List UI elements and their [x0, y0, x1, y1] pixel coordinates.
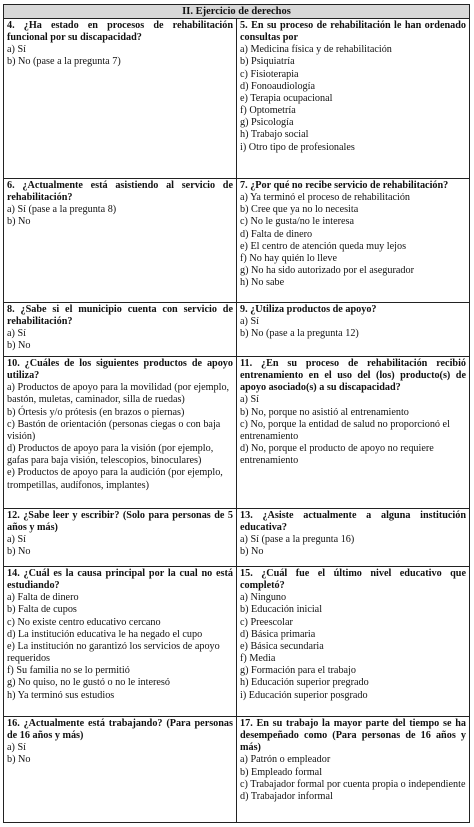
answer-option[interactable]: c) No le gusta/no le interesa [240, 216, 355, 228]
answer-option[interactable]: a) Sí (pase a la pregunta 16) [240, 534, 355, 546]
table-row [4, 303, 470, 357]
answer-option[interactable]: a) Sí [7, 534, 26, 546]
question-text: 9. ¿Utiliza productos de apoyo? [240, 304, 377, 315]
question-text: 16. ¿Actualmente está trabajando? (Para personas de 16 años y más) [7, 718, 233, 742]
answer-option[interactable]: h) No sabe [240, 277, 285, 289]
answer-option[interactable]: c) Bastón de orientación (personas ciegas o con baja visión) [7, 418, 221, 442]
answer-option[interactable]: b) Psiquiatría [240, 56, 295, 68]
question-cell [237, 717, 470, 823]
question-text: 5. En su proceso de rehabilitación le han ordenado consultas por [240, 20, 466, 44]
answer-option[interactable]: g) No quiso, no le gustó o no le interesó [7, 677, 170, 689]
question-cell [4, 717, 237, 823]
answer-option[interactable]: a) Sí [240, 316, 259, 328]
answer-option[interactable]: d) Falta de dinero [240, 228, 313, 240]
answer-option[interactable]: c) No existe centro educativo cercano [7, 616, 161, 628]
question-cell [237, 357, 470, 509]
answer-option[interactable]: b) No [7, 754, 31, 766]
answer-option[interactable]: b) Órtesis y/o prótesis (en brazos o piernas) [7, 406, 185, 418]
answer-option[interactable]: d) Trabajador informal [240, 790, 333, 802]
question-text: 10. ¿Cuáles de los siguientes productos de apoyo utiliza? [7, 358, 233, 382]
answer-option[interactable]: b) No [7, 216, 31, 228]
answer-option[interactable]: h) Trabajo social [240, 129, 309, 141]
question-text: 12. ¿Sabe leer y escribir? (Solo para personas de 5 años y más) [7, 510, 233, 534]
answer-option[interactable]: b) Falta de cupos [7, 604, 77, 616]
survey-sheet [3, 4, 469, 823]
answer-option[interactable]: e) El centro de atención queda muy lejos [240, 240, 407, 252]
answer-option[interactable]: i) Educación superior posgrado [240, 689, 368, 701]
question-cell [4, 567, 237, 717]
question-cell [4, 509, 237, 567]
answer-option[interactable]: e) Básica secundaria [240, 640, 324, 652]
answer-option[interactable]: d) La institución educativa le ha negado el cupo [7, 628, 203, 640]
question-text: 4. ¿Ha estado en procesos de rehabilitación funcional por su discapacidad? [7, 20, 233, 44]
answer-option[interactable]: a) Productos de apoyo para la movilidad (por ejemplo, bastón, muletas, caminador, silla de ruedas) [7, 382, 230, 406]
answer-option[interactable]: d) No, porque el producto de apoyo no requiere entrenamiento [240, 443, 434, 467]
question-text: 8. ¿Sabe si el municipio cuenta con servicio de rehabilitación? [7, 304, 233, 328]
answer-option[interactable]: e) La institución no garantizó los servicios de apoyo requeridos [7, 640, 220, 665]
answer-option[interactable]: h) Ya terminó sus estudios [7, 689, 115, 701]
answer-option[interactable]: b) No (pase a la pregunta 7) [7, 56, 121, 68]
table-row [4, 567, 470, 717]
answer-option[interactable]: b) Cree que ya no lo necesita [240, 204, 359, 216]
answer-option[interactable]: a) Ninguno [240, 592, 287, 604]
answer-option[interactable]: d) Productos de apoyo para la visión (por ejemplo, gafas para baja visión, telescopios, binoculares) [7, 443, 214, 467]
answer-option[interactable]: f) Optometría [240, 105, 296, 117]
table-row [4, 357, 470, 509]
answer-option[interactable]: c) Trabajador formal por cuenta propia o independiente [240, 778, 466, 790]
question-text: 17. En su trabajo la mayor parte del tiempo se ha desempeñado como (Para personas de 16 años y más) [240, 718, 466, 754]
table-row [4, 19, 470, 179]
table-row [4, 717, 470, 823]
question-text: 11. ¿En su proceso de rehabilitación recibió entrenamiento en el uso del (los) producto(s) de apoyo asociado(s) a su discapacidad? [240, 358, 466, 394]
question-cell [237, 303, 470, 357]
answer-option[interactable]: a) Medicina física y de rehabilitación [240, 44, 392, 56]
question-cell [237, 509, 470, 567]
answer-option[interactable]: e) Terapia ocupacional [240, 92, 333, 104]
table-row [4, 179, 470, 303]
question-cell [4, 357, 237, 509]
question-text: 14. ¿Cuál es la causa principal por la cual no está estudiando? [7, 568, 233, 592]
answer-option[interactable]: b) No [7, 546, 31, 558]
answer-option[interactable]: a) Patrón o empleador [240, 754, 331, 766]
answer-option[interactable]: b) Empleado formal [240, 766, 323, 778]
answer-option[interactable]: a) Sí [7, 742, 26, 754]
answer-option[interactable]: g) Formación para el trabajo [240, 665, 356, 677]
question-text: 15. ¿Cuál fue el último nivel educativo que completó? [240, 568, 466, 592]
answer-option[interactable]: f) Su familia no se lo permitió [7, 665, 130, 677]
answer-option[interactable]: c) Fisioterapia [240, 68, 299, 80]
answer-option[interactable]: a) Sí [7, 328, 26, 340]
answer-option[interactable]: a) Falta de dinero [7, 592, 79, 604]
question-text: 6. ¿Actualmente está asistiendo al servicio de rehabilitación? [7, 180, 233, 204]
question-cell [237, 179, 470, 303]
answer-option[interactable]: b) No [7, 340, 31, 352]
question-text: 13. ¿Asiste actualmente a alguna institución educativa? [240, 510, 466, 534]
section-title: II. Ejercicio de derechos [4, 5, 470, 19]
answer-option[interactable]: b) Educación inicial [240, 604, 323, 616]
answer-option[interactable]: c) No, porque la entidad de salud no proporcionó el entrenamiento [240, 418, 450, 442]
answer-option[interactable]: b) No [240, 546, 264, 558]
answer-option[interactable]: g) Psicología [240, 117, 294, 129]
answer-option[interactable]: a) Ya terminó el proceso de rehabilitación [240, 192, 411, 204]
answer-option[interactable]: d) Básica primaria [240, 628, 316, 640]
answer-option[interactable]: e) Productos de apoyo para la audición (por ejemplo, trompetillas, audífonos, implantes) [7, 467, 223, 491]
answer-option[interactable]: b) No, porque no asistió al entrenamiento [240, 406, 409, 418]
answer-option[interactable]: f) Media [240, 653, 276, 665]
answer-option[interactable]: h) Educación superior pregrado [240, 677, 369, 689]
question-cell [4, 303, 237, 357]
question-cell [4, 19, 237, 179]
question-cell [237, 567, 470, 717]
answer-option[interactable]: a) Sí (pase a la pregunta 8) [7, 204, 117, 216]
answer-option[interactable]: a) Sí [240, 394, 259, 406]
question-cell [237, 19, 470, 179]
answer-option[interactable]: g) No ha sido autorizado por el asegurador [240, 265, 414, 277]
table-row [4, 509, 470, 567]
question-text: 7. ¿Por qué no recibe servicio de rehabilitación? [240, 180, 449, 191]
answer-option[interactable]: a) Sí [7, 44, 26, 56]
answer-option[interactable]: c) Preescolar [240, 616, 293, 628]
answer-option[interactable]: i) Otro tipo de profesionales [240, 141, 355, 153]
survey-table [3, 4, 470, 823]
answer-option[interactable]: b) No (pase a la pregunta 12) [240, 328, 359, 340]
answer-option[interactable]: d) Fonoaudiología [240, 80, 315, 92]
question-cell [4, 179, 237, 303]
answer-option[interactable]: f) No hay quién lo lleve [240, 252, 338, 264]
